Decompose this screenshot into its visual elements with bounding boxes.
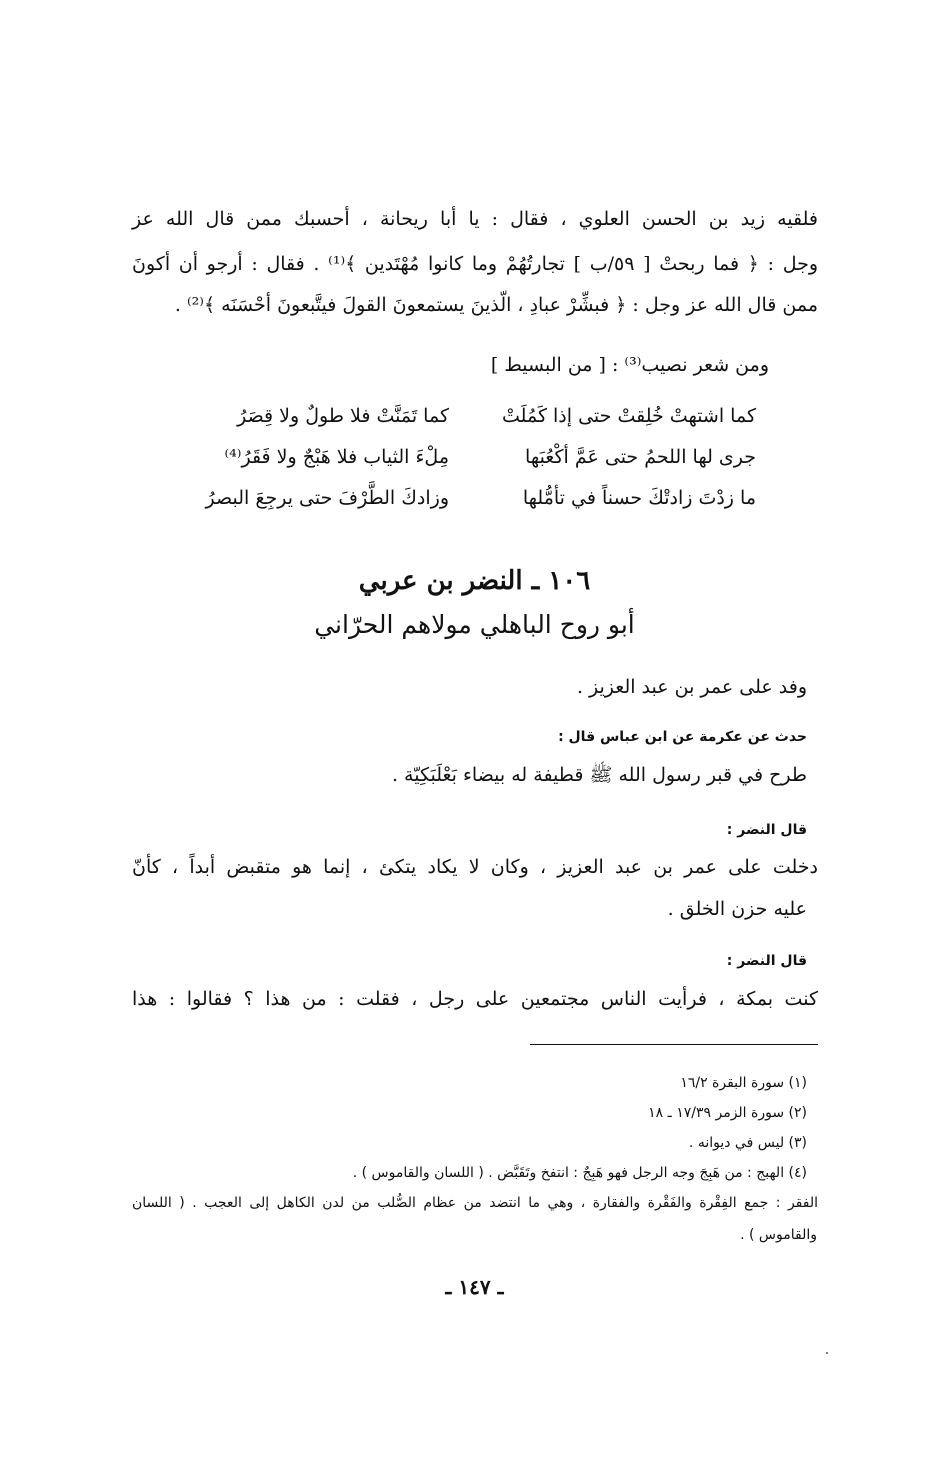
footnote-2: (٢) سورة الزمر ١٧/٣٩ ـ ١٨: [648, 1105, 807, 1121]
page-number: ـ ١٤٧ ـ: [445, 1275, 504, 1299]
verse-1-second-hemistich: كما تَمَنَّتْ فلا طولٌ ولا قِصَرُ: [237, 405, 449, 427]
verse-3-first-hemistich: ما زدْتَ زادتْكَ حسناً في تأمُّلها: [522, 487, 756, 509]
verse-3-second-hemistich: وزادكَ الطَّرْفَ حتى يرجِعَ البصرُ: [205, 487, 449, 509]
narration-label: حدث عن عكرمة عن ابن عباس قال :: [558, 729, 807, 745]
paragraph-line-1: فلقيه زيد بن الحسن العلوي ، فقال : يا أبا ريحانة ، أحسبك ممن قال الله عز: [132, 208, 818, 230]
verse-2-first-hemistich: جرى لها اللحمُ حتى عَمَّ أكْعُبَها: [525, 446, 756, 468]
verse-2-second-hemistich: مِلْءَ الثياب فلا هَبْجٌ ولا فَقَرُ⁽⁴⁾: [224, 446, 449, 468]
paragraph-line-3: ممن قال الله عز وجل : ﴿ فبشِّرْ عبادِ ، الّذينَ يستمعونَ القولَ فيتَّبعونَ أحْسَنَه ﴾⁽²⁾ .: [174, 294, 818, 316]
narration-label-nadr-1: قال النضر :: [726, 822, 807, 838]
entry-subtitle: أبو روح الباهلي مولاهم الحرّاني: [314, 610, 635, 639]
paragraph-line-2: وجل : ﴿ فما ربحتْ [ ٥٩/ب ] تجارتُهُمْ وما كانوا مُهْتَدين ﴾⁽¹⁾ . فقال : أرجو أن أكونَ: [132, 253, 818, 275]
footnote-4: (٤) الهبج : من هَبِجَ وجه الرجل فهو هَبِجٌ : انتفخ وتَقَبَّض . ( اللسان والقاموس ) .: [352, 1165, 807, 1181]
narration-label-nadr-2: قال النضر :: [726, 953, 807, 969]
entry-text-mecca: كنت بمكة ، فرأيت الناس مجتمعين على رجل ، فقلت : من هذا ؟ فقالوا : هذا: [132, 988, 818, 1010]
entry-text-omar-line-1: دخلت على عمر بن عبد العزيز ، وكان لا يكاد يتكئ ، إنما هو متقبض أبداً ، كأنّ: [132, 856, 818, 878]
verse-1-first-hemistich: كما اشتهتْ خُلِقتْ حتى إذا كَمُلَتْ: [502, 405, 756, 427]
poem-intro: ومن شعر نصيب⁽³⁾ : [ من البسيط ]: [490, 354, 769, 376]
footnote-1: (١) سورة البقرة ١٦/٢: [680, 1075, 807, 1091]
footnote-4-continued: الفقر : جمع الفِقْرة والفَقْرة والفقارة ، وهي ما انتضد من عظام الصُّلب من لدن الكاهل إلى العجب . ( اللسان: [132, 1195, 818, 1211]
scan-speck: [826, 1352, 828, 1354]
footnote-4-end: والقاموس ) .: [740, 1227, 817, 1243]
footnote-3: (٣) ليس في ديوانه .: [688, 1135, 807, 1151]
footnote-separator: [530, 1044, 818, 1045]
entry-text-narration: طرح في قبر رسول الله ﷺ قطيفة له بيضاء بَعْلَبَكِيّة .: [391, 764, 807, 786]
entry-title: ١٠٦ ـ النضر بن عربي: [358, 566, 591, 596]
entry-text-visit: وفد على عمر بن عبد العزيز .: [576, 676, 807, 698]
entry-text-omar-line-2: عليه حزن الخلق .: [667, 898, 807, 920]
